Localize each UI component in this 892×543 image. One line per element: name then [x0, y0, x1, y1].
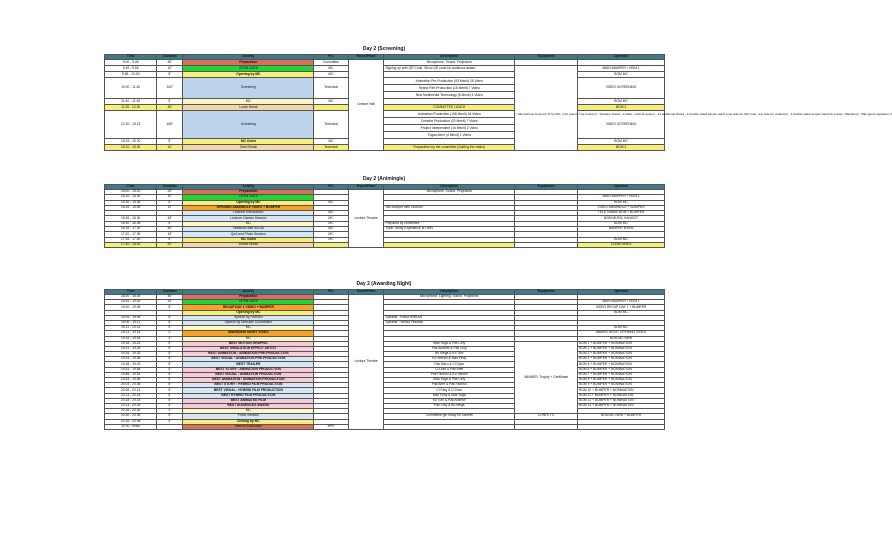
activity-cell[interactable]: Lecturer Games Session: [183, 216, 314, 221]
operator-cell[interactable]: MAIN BUMPER + BGM 1: [578, 300, 665, 305]
operator-cell[interactable]: BGM 4 + BUMPER + NOMINATION: [578, 357, 665, 362]
schedule-row: [105, 145, 665, 151]
pic-cell[interactable]: MC: [314, 216, 348, 221]
section-title: Day 2 (Animingle): [362, 176, 406, 182]
column-header: Operator: [578, 290, 665, 295]
description-cell[interactable]: [384, 424, 515, 429]
duration-cell[interactable]: 5": [157, 362, 183, 367]
schedule-row: [105, 78, 665, 99]
time-cell[interactable]: 19.53 - 19.58: [105, 378, 157, 383]
activity-cell[interactable]: BEST AUDIENCES AWARD: [183, 403, 314, 408]
duration-cell[interactable]: 100": [157, 78, 183, 99]
activity-cell[interactable]: QnA and Photo Session: [183, 232, 314, 237]
operator-cell[interactable]: MAIN BUMPER + BGM 1: [578, 66, 665, 72]
duration-cell[interactable]: 5": [157, 414, 183, 419]
schedule-table: [104, 289, 665, 430]
duration-cell[interactable]: 5": [157, 388, 183, 393]
duration-cell[interactable]: 5": [157, 378, 183, 383]
description-cell[interactable]: Mas Yoga & Pak Ciny: [384, 378, 515, 383]
column-header: PIC: [314, 185, 348, 190]
operator-cell[interactable]: BGM MC NEW: [578, 336, 665, 341]
operator-cell[interactable]: BGM MC: [578, 99, 665, 105]
pic-cell[interactable]: Technical: [314, 78, 348, 99]
duration-cell[interactable]: 45": [157, 60, 183, 66]
column-header: Equipment: [515, 290, 578, 295]
duration-cell[interactable]: 4": [157, 326, 183, 331]
pic-cell[interactable]: MC: [314, 99, 348, 105]
description-line: Animation Production (108 Menit) 16 Video: [417, 112, 481, 116]
operator-cell[interactable]: BGM MC: [578, 72, 665, 78]
operator-cell[interactable]: BGM 1 + BUMPER + NOMINATION: [578, 341, 665, 346]
section-title: Day 2 (Screening): [362, 46, 406, 52]
duration-cell[interactable]: 45": [157, 227, 183, 232]
time-cell[interactable]: 20.03 - 20.08: [105, 383, 157, 388]
activity-cell[interactable]: MC: [183, 99, 314, 105]
column-header: Duration: [157, 290, 183, 295]
activity-cell[interactable]: MC Outro: [183, 139, 314, 145]
pic-cell[interactable]: MC: [314, 139, 348, 145]
room-cell[interactable]: Lecture Theatre: [348, 190, 384, 248]
activity-cell[interactable]: BEST VISUAL : ANIMATION PRE-PRODUCTION: [183, 357, 314, 362]
pic-cell[interactable]: MC: [314, 232, 348, 237]
operator-cell[interactable]: BGM 6 + BUMPER + NOMINATION: [578, 367, 665, 372]
duration-cell[interactable]: 3": [157, 336, 183, 341]
activity-cell[interactable]: BEST VISUAL : HYBRID FILM PRODUCTION: [183, 388, 314, 393]
time-cell[interactable]: 15.00 - 15.20: [105, 190, 157, 195]
time-cell[interactable]: 19.11 - 19.13: [105, 326, 157, 331]
activity-cell[interactable]: BEST ANIMATION : ANIMATION PRODUCTION: [183, 378, 314, 383]
column-header: Activity: [183, 55, 314, 60]
time-cell[interactable]: 15.30 - 15.35: [105, 200, 157, 205]
description-cell[interactable]: Signing up with QR Code, Show QR code for audience award: [384, 66, 515, 72]
time-cell[interactable]: 15.20 - 15.30: [105, 145, 157, 151]
description-cell[interactable]: Microphone, Sound, Projectors: [384, 190, 515, 195]
time-cell[interactable]: 15.15 - 15.20: [105, 139, 157, 145]
duration-cell[interactable]: 5": [157, 398, 183, 403]
column-header: PIC: [314, 290, 348, 295]
operator-cell[interactable]: BGM 2 + BUMPER + NOMINATION: [578, 346, 665, 351]
pic-cell[interactable]: MC: [314, 211, 348, 216]
time-cell[interactable]: 19.43 - 19.48: [105, 367, 157, 372]
duration-cell[interactable]: 5": [157, 99, 183, 105]
equipment-cell[interactable]: [515, 242, 578, 247]
duration-cell[interactable]: 5": [157, 315, 183, 320]
description-cell[interactable]: Preparation by the committee (Adding the chairs): [384, 145, 515, 151]
duration-cell[interactable]: 5": [157, 393, 183, 398]
pic-cell[interactable]: MC: [314, 221, 348, 226]
duration-cell[interactable]: 5": [157, 367, 183, 372]
duration-cell[interactable]: 3": [157, 419, 183, 424]
duration-cell[interactable]: 20": [157, 242, 183, 247]
column-header: Room/Place: [348, 55, 384, 60]
activity-cell[interactable]: Closing by MC: [183, 419, 314, 424]
column-header: Description: [384, 185, 515, 190]
description-cell[interactable]: Cl Fitrg & Cl Doni: [384, 388, 515, 393]
activity-cell[interactable]: RECAP DAY 1 VIDEO + BUMPER: [183, 305, 314, 310]
description-cell[interactable]: Still Bumper with Lecturer: [384, 205, 515, 210]
time-cell[interactable]: 12.30 - 15.15: [105, 111, 157, 139]
equipment-cell[interactable]: WINNER: Trophy + Certificate: [515, 341, 578, 414]
time-cell[interactable]: 16.30 - 16.35: [105, 221, 157, 226]
duration-cell[interactable]: 2": [157, 409, 183, 414]
description-line: Hybrid Film Production (15 Menit) 7 Video: [384, 84, 514, 91]
duration-cell[interactable]: 5": [157, 352, 183, 357]
operator-cell[interactable]: BGM MC NEW + BUMPER: [578, 414, 665, 419]
operator-cell[interactable]: BUMPER IKIGAI: [578, 227, 665, 232]
activity-cell[interactable]: Screening: [183, 78, 314, 99]
time-cell[interactable]: 10.00 - 11.40: [105, 78, 157, 99]
time-cell[interactable]: 20.30 - 20.35: [105, 414, 157, 419]
equipment-cell[interactable]: [515, 424, 578, 429]
operator-cell[interactable]: BGM 5 + BUMPER + NOMINATION: [578, 362, 665, 367]
description-cell[interactable]: Pak Ciny & Bu Mega: [384, 403, 515, 408]
activity-cell[interactable]: AWARDING NIGHT VIDEO: [183, 331, 314, 336]
column-header: Activity: [183, 185, 314, 190]
activity-cell[interactable]: BEST HYBRID FILM PRODUCTION: [183, 393, 314, 398]
duration-cell[interactable]: 45": [157, 295, 183, 300]
column-header: Operator: [578, 185, 665, 190]
operator-cell[interactable]: BGM 13 + BUMPER + NOMINATION: [578, 403, 665, 408]
operator-cell[interactable]: BGM 9 + BUMPER + NOMINATION: [578, 383, 665, 388]
activity-cell[interactable]: Lunch Break: [183, 105, 314, 111]
activity-cell[interactable]: Internal Evaluation: [183, 424, 314, 429]
activity-cell[interactable]: MC Outro: [183, 237, 314, 242]
description-cell[interactable]: Microphone, Sound, Projectors: [384, 60, 515, 66]
description-cell[interactable]: Ko Steven & Mas Firdy: [384, 357, 515, 362]
activity-cell[interactable]: Opening by MC: [183, 72, 314, 78]
operator-cell[interactable]: BGM 7 + BUMPER + NOMINATION: [578, 372, 665, 377]
duration-cell[interactable]: 20": [157, 190, 183, 195]
description-cell[interactable]: [384, 111, 515, 139]
duration-cell[interactable]: 5": [157, 341, 183, 346]
time-cell[interactable]: 11.45 - 12.30: [105, 105, 157, 111]
column-header: PIC: [314, 55, 348, 60]
description-line: Project Independent (16 Menit) 2 Video: [384, 124, 514, 131]
activity-cell[interactable]: Speech by Direcsec Coordinator: [183, 320, 314, 325]
column-header: Activity: [183, 290, 314, 295]
duration-cell[interactable]: 5": [157, 383, 183, 388]
description-cell[interactable]: Prepared by committee: [384, 221, 515, 226]
description-cell[interactable]: Pak Andrew & Pak Ciny: [384, 346, 515, 351]
time-cell[interactable]: 17.40 - 18.00: [105, 242, 157, 247]
activity-cell[interactable]: BEST SIMULATION EFFECT ARTIST: [183, 346, 314, 351]
time-cell[interactable]: 20.13 - 20.18: [105, 393, 157, 398]
time-cell[interactable]: 15.20 - 15.30: [105, 195, 157, 200]
activity-cell[interactable]: MC: [183, 409, 314, 414]
operator-cell[interactable]: AWARD NIGHT OPENING VIDEO: [578, 331, 665, 336]
activity-cell[interactable]: Talkshow with IKIGAI: [183, 227, 314, 232]
activity-cell[interactable]: BEST STORY : HYBRID FILM PRODUCTION: [183, 383, 314, 388]
column-header: Time: [105, 55, 157, 60]
activity-cell[interactable]: BEST MOTION GRAPHIC: [183, 341, 314, 346]
activity-cell[interactable]: BEST ANIMATION : ANIMATION PRE-PRODUCTION: [183, 352, 314, 357]
operator-cell[interactable]: VIDEO RECAP DAY 1 + BUMPER: [578, 305, 665, 310]
activity-cell[interactable]: MC: [183, 326, 314, 331]
operator-cell[interactable]: TELETUBBIS BGM + BUMPER: [578, 211, 665, 216]
description-cell[interactable]: Microphone, Lighting, Sound, Projectors: [384, 295, 515, 300]
pic-cell[interactable]: Technical: [314, 145, 348, 151]
activity-cell[interactable]: OPEN GATE: [183, 66, 314, 72]
time-cell[interactable]: 9.00 - 9.45: [105, 60, 157, 66]
description-line: Tugas Akhir (4 Menit) 1 Video: [384, 131, 514, 138]
operator-cell[interactable]: BGM 11 + BUMPER + NOMINATION: [578, 393, 665, 398]
duration-cell[interactable]: 5": [157, 372, 183, 377]
time-cell[interactable]: 19.05 - 19.06: [105, 315, 157, 320]
time-cell[interactable]: 9.55 - 10.00: [105, 72, 157, 78]
time-cell[interactable]: 20.35 - 20.38: [105, 419, 157, 424]
operator-cell[interactable]: BGM 8 + BUMPER + NOMINATION: [578, 378, 665, 383]
time-cell[interactable]: 19.38 - 19.43: [105, 362, 157, 367]
duration-cell[interactable]: 5": [157, 320, 183, 325]
activity-cell[interactable]: OPEN GATE: [183, 195, 314, 200]
activity-cell[interactable]: Opening by MC: [183, 310, 314, 315]
time-cell[interactable]: 19.33 - 19.38: [105, 357, 157, 362]
duration-cell[interactable]: 5": [157, 72, 183, 78]
pic-cell[interactable]: MC: [314, 227, 348, 232]
description-cell[interactable]: Mas Firdy & Mas Yoga: [384, 393, 515, 398]
section-title: Day 2 (Awarding Night): [356, 281, 412, 287]
activity-cell[interactable]: Preparation: [183, 295, 314, 300]
time-cell[interactable]: 19.23 - 19.28: [105, 346, 157, 351]
operator-cell[interactable]: CLEAR AREA: [578, 242, 665, 247]
time-cell[interactable]: 18.00 - 18.45: [105, 295, 157, 300]
column-header: Room/Place: [348, 290, 384, 295]
pic-cell[interactable]: MC: [314, 200, 348, 205]
duration-cell[interactable]: 10": [157, 145, 183, 151]
description-cell[interactable]: Committee get ready for confetti: [384, 414, 515, 419]
equipment-cell[interactable]: - Microphone 6 pieces (2 for MC, 2 for guest, 2 for lecturer) - Speaker Stand - 2 table - sofa (8 seater) - 12 additional chairs - 2 double sided acrylic stand (one side for QR code, one side for rundown) - 3 double sided acrylic stand for poster - Backdrop - Mini guest speakers: 5: [515, 66, 578, 151]
time-cell[interactable]: 19.15 - 19.18: [105, 336, 157, 341]
duration-cell[interactable]: 15": [157, 232, 183, 237]
operator-cell[interactable]: VIDEO SCREENING: [578, 78, 665, 99]
time-cell[interactable]: 16.35 - 17.20: [105, 227, 157, 232]
description-line: Creative Production (20 Menit) 7 Video: [384, 117, 514, 124]
description-cell[interactable]: Speaker : Ketua HMRAN: [384, 315, 515, 320]
operator-cell[interactable]: BGM MC: [578, 237, 665, 242]
column-header: Equipment: [515, 55, 578, 60]
activity-cell[interactable]: Preparation: [183, 190, 314, 195]
duration-cell[interactable]: 15": [157, 300, 183, 305]
duration-cell[interactable]: 5": [157, 139, 183, 145]
activity-cell[interactable]: Opening by MC: [183, 200, 314, 205]
activity-cell[interactable]: Short Break: [183, 145, 314, 151]
activity-cell[interactable]: BEST STORY : ANIMATION PRODUCTION: [183, 367, 314, 372]
pic-cell[interactable]: [314, 242, 348, 247]
operator-cell[interactable]: VIDEO SCREENING: [578, 111, 665, 139]
description-cell[interactable]: Pak Meru & Cl Dyan: [384, 362, 515, 367]
duration-cell[interactable]: -: [157, 424, 183, 429]
activity-cell[interactable]: Dinner Break: [183, 242, 314, 247]
duration-cell[interactable]: 5": [157, 221, 183, 226]
duration-cell[interactable]: 10": [157, 205, 183, 210]
pic-cell[interactable]: MC: [314, 66, 348, 72]
activity-cell[interactable]: BEST TRAILER: [183, 362, 314, 367]
duration-cell[interactable]: 10": [157, 195, 183, 200]
column-header: Operator: [578, 55, 665, 60]
operator-cell[interactable]: BGM MUSIC KAHOOT: [578, 216, 665, 221]
pic-cell[interactable]: Technical: [314, 111, 348, 139]
description-cell[interactable]: Pak Arief & Pak Fachrul: [384, 383, 515, 388]
description-cell[interactable]: Ko Toni & Pak Andrew: [384, 398, 515, 403]
column-header: Time: [105, 185, 157, 190]
room-cell[interactable]: Lecture Hall: [348, 60, 384, 151]
operator-cell[interactable]: MAIN BUMPER + BGM 1: [578, 195, 665, 200]
time-cell[interactable]: 19.48 - 19.53: [105, 372, 157, 377]
column-header: Description: [384, 290, 515, 295]
time-cell[interactable]: 20.28 - 20.30: [105, 409, 157, 414]
pic-cell[interactable]: MC: [314, 72, 348, 78]
activity-cell[interactable]: BEST VISUAL : ANIMATION PRODUCTION: [183, 372, 314, 377]
description-cell[interactable]: Topic: Study Experience at UMN: [384, 227, 515, 232]
duration-cell[interactable]: 45": [157, 216, 183, 221]
time-cell[interactable]: 19.00 - 19.05: [105, 305, 157, 310]
duration-cell[interactable]: 165": [157, 111, 183, 139]
time-cell[interactable]: 19.06 - 19.11: [105, 320, 157, 325]
duration-cell[interactable]: 5": [157, 346, 183, 351]
pic-cell[interactable]: BPH: [314, 424, 348, 429]
activity-cell[interactable]: OPEN GATE: [183, 300, 314, 305]
time-cell[interactable]: 20.23 - 20.28: [105, 403, 157, 408]
schedule-row: [105, 424, 665, 429]
time-cell[interactable]: 19.18 - 19.23: [105, 341, 157, 346]
operator-cell[interactable]: BGM MC: [578, 200, 665, 205]
room-cell[interactable]: Lecture Theatre: [348, 295, 384, 430]
description-cell[interactable]: Mas Yoga & Pak Ciny: [384, 341, 515, 346]
time-cell[interactable]: 11.40 - 11.45: [105, 99, 157, 105]
description-cell[interactable]: Cl Doni & Pak Arief: [384, 367, 515, 372]
time-cell[interactable]: 18.45 - 19.00: [105, 300, 157, 305]
duration-cell[interactable]: 5": [157, 305, 183, 310]
column-header: Time: [105, 290, 157, 295]
duration-cell[interactable]: 5": [157, 237, 183, 242]
activity-cell[interactable]: MC: [183, 336, 314, 341]
operator-cell[interactable]: BGM MC: [578, 221, 665, 226]
activity-cell[interactable]: Screening: [183, 111, 314, 139]
equipment-cell[interactable]: CONFETTI: [515, 414, 578, 419]
description-line: New Multimedia Technology (8 Menit) 4 Video: [384, 91, 514, 98]
pic-cell[interactable]: Committee: [314, 60, 348, 66]
activity-cell[interactable]: Lecturer Introduction: [183, 211, 314, 216]
time-cell[interactable]: 20.18 - 20.23: [105, 398, 157, 403]
column-header: Room/Place: [348, 185, 384, 190]
column-header: Equipment: [515, 185, 578, 190]
duration-cell[interactable]: 45": [157, 105, 183, 111]
description-cell[interactable]: [384, 78, 515, 99]
duration-cell[interactable]: 5": [157, 200, 183, 205]
duration-cell[interactable]: 2": [157, 331, 183, 336]
operator-cell[interactable]: BGM 2: [578, 145, 665, 151]
operator-cell[interactable]: BGM MC: [578, 310, 665, 315]
schedule-row: [105, 242, 665, 247]
time-cell[interactable]: 20.40 - finish: [105, 424, 157, 429]
column-header: Description: [384, 55, 515, 60]
operator-cell[interactable]: BGM 2: [578, 105, 665, 111]
description-cell[interactable]: Speaker : Velicia Yesnata: [384, 320, 515, 325]
description-cell[interactable]: Pak Fachrul & Ko Steven: [384, 372, 515, 377]
activity-cell[interactable]: Preparation: [183, 60, 314, 66]
operator-cell[interactable]: VIDEO ANIMINGLE + BUMPER: [578, 205, 665, 210]
operator-cell[interactable]: [578, 424, 665, 429]
activity-cell[interactable]: OPENING ANIMINGLE VIDEO + BUMPER: [183, 205, 314, 210]
activity-cell[interactable]: Speech by HMRAN: [183, 315, 314, 320]
time-cell[interactable]: 17.20 - 17.35: [105, 232, 157, 237]
schedule-table: [104, 54, 892, 151]
activity-cell[interactable]: MC: [183, 221, 314, 226]
time-cell[interactable]: 20.08 - 20.13: [105, 388, 157, 393]
operator-cell[interactable]: BGM 12 + BUMPER + NOMINATION: [578, 398, 665, 403]
column-header: Duration: [157, 55, 183, 60]
time-cell[interactable]: 19.13 - 19.15: [105, 331, 157, 336]
schedule-table: [104, 184, 665, 248]
time-cell[interactable]: 17.35 - 17.40: [105, 237, 157, 242]
duration-cell[interactable]: 10": [157, 66, 183, 72]
activity-cell[interactable]: Photo Session: [183, 414, 314, 419]
description-line: Animation Pre-Production (53 Menit) 25 Video: [415, 79, 483, 83]
duration-cell[interactable]: 5": [157, 403, 183, 408]
description-cell[interactable]: COMMITTEE LUNCH: [384, 105, 515, 111]
time-cell[interactable]: 15.35 - 15.45: [105, 205, 157, 210]
description-cell[interactable]: Bu Mega & Ko Toni: [384, 352, 515, 357]
description-cell[interactable]: [384, 242, 515, 247]
operator-cell[interactable]: BGM MC: [578, 326, 665, 331]
duration-cell[interactable]: 5": [157, 357, 183, 362]
time-cell[interactable]: 15.45 - 16.30: [105, 216, 157, 221]
column-header: Duration: [157, 185, 183, 190]
activity-cell[interactable]: BEST ANIMATED FILM: [183, 398, 314, 403]
operator-cell[interactable]: BGM MC: [578, 139, 665, 145]
operator-cell[interactable]: BGM 3 + BUMPER + NOMINATION: [578, 352, 665, 357]
time-cell[interactable]: 9.45 - 9.55: [105, 66, 157, 72]
operator-cell[interactable]: BGM 10 + BUMPER + NOMINATION: [578, 388, 665, 393]
time-cell[interactable]: 19.28 - 19.33: [105, 352, 157, 357]
pic-cell[interactable]: MC: [314, 237, 348, 242]
